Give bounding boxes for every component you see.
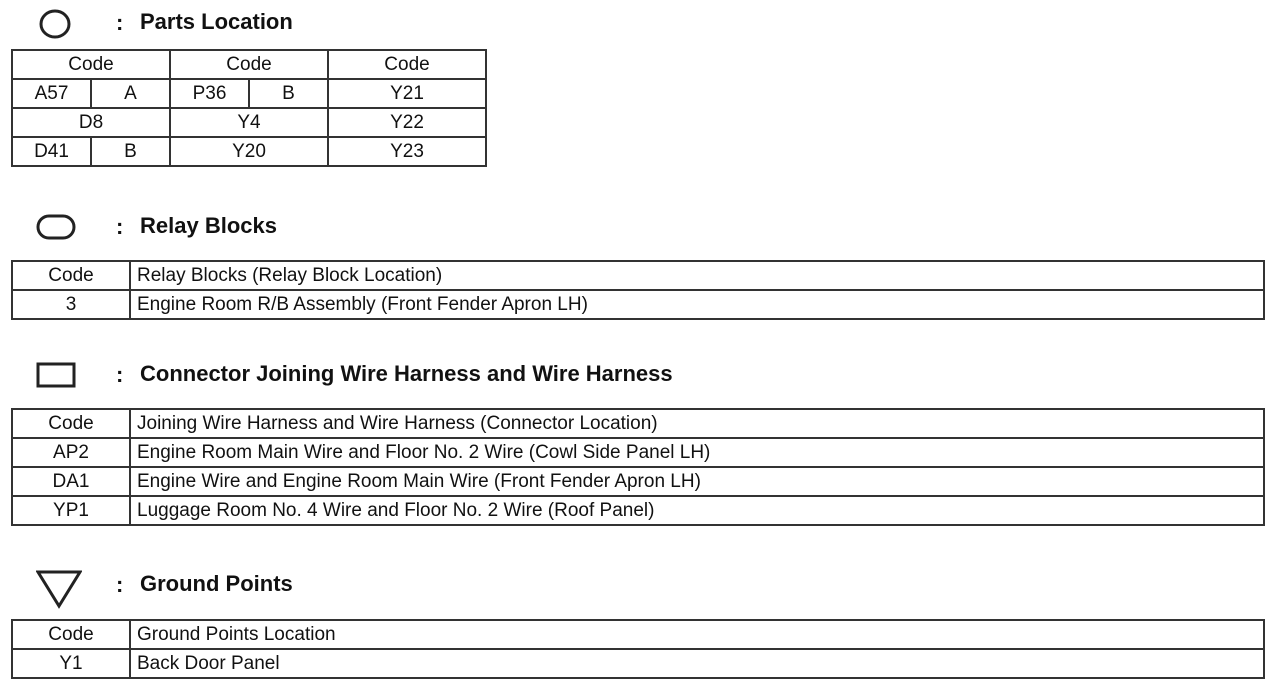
table-row <box>12 496 1264 525</box>
column-header: Code <box>12 620 130 649</box>
ground-points-table <box>11 619 1265 679</box>
relay-blocks-title: Relay Blocks <box>140 213 277 238</box>
column-header: Code <box>170 50 328 79</box>
parts-location-table <box>11 49 487 167</box>
part-code: P36 <box>170 79 249 108</box>
connector-location: Engine Wire and Engine Room Main Wire (Front Fender Apron LH) <box>130 467 1264 496</box>
part-code: Y22 <box>328 108 486 137</box>
column-header: Code <box>12 409 130 438</box>
part-location-letter: A <box>91 79 170 108</box>
connector-title: Connector Joining Wire Harness and Wire Harness <box>140 361 673 386</box>
connector-location: Luggage Room No. 4 Wire and Floor No. 2 Wire (Roof Panel) <box>130 496 1264 525</box>
heading-colon: : <box>116 362 124 387</box>
column-header: Code <box>328 50 486 79</box>
rounded-rect-icon <box>36 212 78 242</box>
part-location-letter: B <box>91 137 170 166</box>
ground-code: Y1 <box>12 649 130 678</box>
rectangle-icon <box>36 360 78 390</box>
ground-points-heading <box>36 570 536 600</box>
ground-location: Back Door Panel <box>130 649 1264 678</box>
heading-colon: : <box>116 572 124 597</box>
table-row <box>12 649 1264 678</box>
part-code: A57 <box>12 79 91 108</box>
heading-colon: : <box>116 214 124 239</box>
table-header-row <box>12 620 1264 649</box>
relay-blocks-heading <box>36 212 536 242</box>
connector-code: YP1 <box>12 496 130 525</box>
parts-location-title: Parts Location <box>140 9 293 34</box>
part-code: D41 <box>12 137 91 166</box>
column-header: Relay Blocks (Relay Block Location) <box>130 261 1264 290</box>
column-header: Code <box>12 50 170 79</box>
connector-heading <box>36 360 836 390</box>
table-row <box>12 79 486 108</box>
relay-location: Engine Room R/B Assembly (Front Fender Apron LH) <box>130 290 1264 319</box>
connector-code: AP2 <box>12 438 130 467</box>
relay-code: 3 <box>12 290 130 319</box>
table-row <box>12 467 1264 496</box>
connector-location: Engine Room Main Wire and Floor No. 2 Wire (Cowl Side Panel LH) <box>130 438 1264 467</box>
part-code: Y20 <box>170 137 328 166</box>
table-row <box>12 438 1264 467</box>
part-code: D8 <box>12 108 170 137</box>
column-header: Ground Points Location <box>130 620 1264 649</box>
table-row <box>12 108 486 137</box>
circle-icon <box>36 8 76 40</box>
table-header-row <box>12 50 486 79</box>
triangle-down-icon <box>36 570 82 610</box>
connector-code: DA1 <box>12 467 130 496</box>
part-code: Y23 <box>328 137 486 166</box>
parts-location-heading <box>36 8 536 38</box>
table-header-row <box>12 409 1264 438</box>
table-row <box>12 290 1264 319</box>
column-header: Code <box>12 261 130 290</box>
ground-points-title: Ground Points <box>140 571 293 596</box>
connector-table <box>11 408 1265 526</box>
relay-blocks-table <box>11 260 1265 320</box>
heading-colon: : <box>116 10 124 35</box>
table-row <box>12 137 486 166</box>
column-header: Joining Wire Harness and Wire Harness (Connector Location) <box>130 409 1264 438</box>
part-location-letter: B <box>249 79 328 108</box>
part-code: Y21 <box>328 79 486 108</box>
part-code: Y4 <box>170 108 328 137</box>
table-header-row <box>12 261 1264 290</box>
